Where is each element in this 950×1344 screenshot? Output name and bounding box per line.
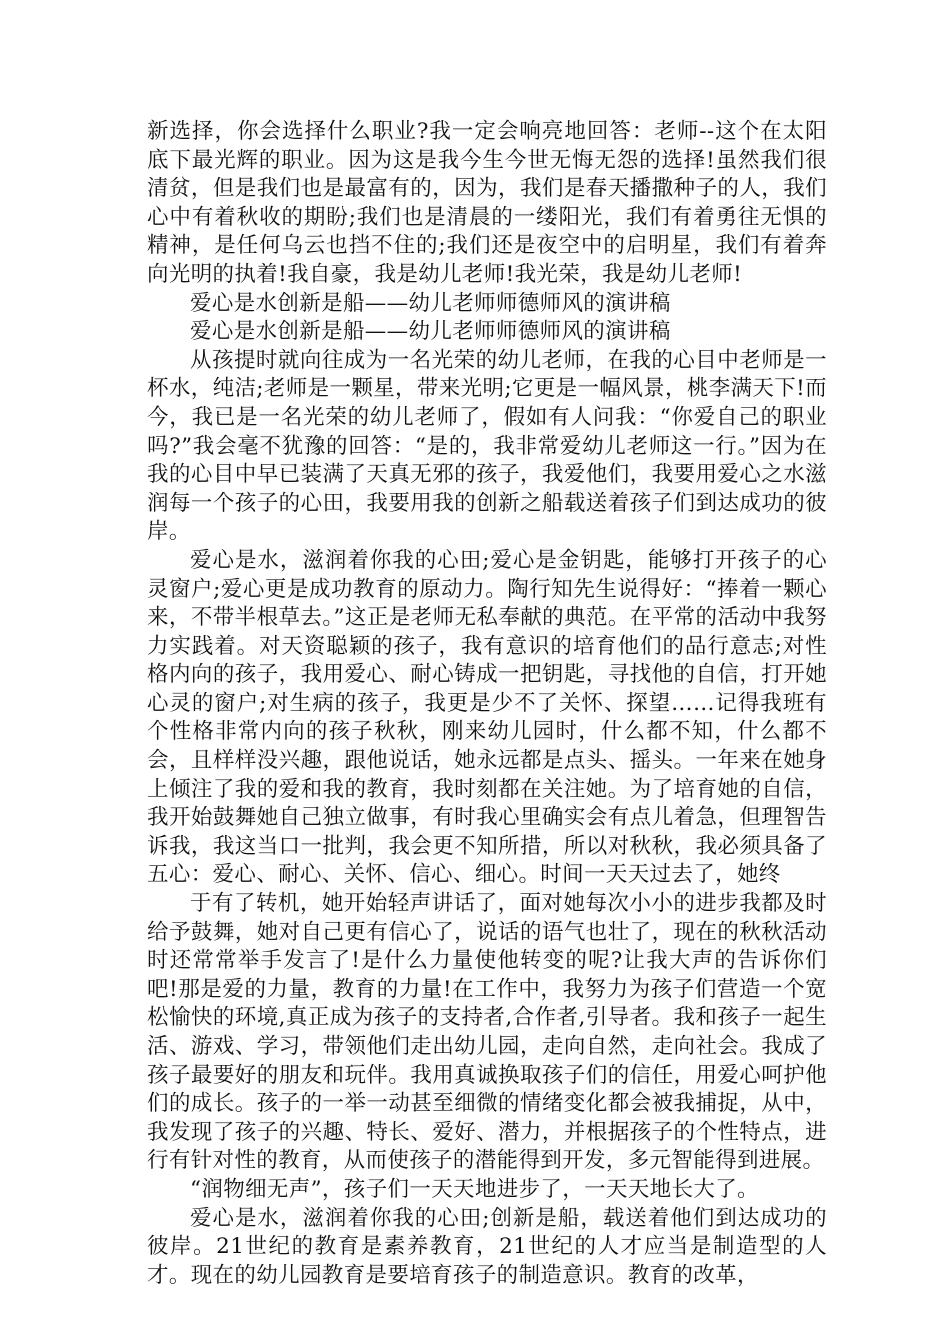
heading-speech-title-repeat: 爱心是水创新是船——幼儿老师师德师风的演讲稿 xyxy=(190,319,671,345)
paragraph-love-is-water: 爱心是水，滋润着你我的心田;爱心是金钥匙，能够打开孩子的心灵窗户;爱心更是成功教育的原动力。陶行知先生说得好：“捧着一颗心来，不带半根草去。”这正是老师无私奉献的典范。在平常的活动中我努力实践着。对天资聪颖的孩子，我有意识的培育他们的品行意志;对性格内向的孩子，我用爱心、耐心铸成一把钥匙，寻找他的自信，打开她心灵的窗户;对生病的孩子，我更是少不了关怀、探望……记得我班有个性格非常内向的孩子秋秋，刚来幼儿园时，什么都不知，什么都不会，且样样没兴趣，跟他说话，她永远都是点头、摇头。一年来在她身上倾注了我的爱和我的教育，我时刻都在关注她。为了培育她的自信，我开始鼓舞她自己独立做事，有时我心里确实会有点儿着急，但理智告诉我，我这当口一批判，我会更不知所措，所以对秋秋，我必须具备了五心：爱心、耐心、关怀、信心、细心。时间一天天过去了，她终 xyxy=(147,547,827,888)
paragraph-innovation-boat: 爱心是水，滋润着你我的心田;创新是船，载送着他们到达成功的彼岸。21世纪的教育是素养教育，21世纪的人才应当是制造型的人才。现在的幼儿园教育是要培育孩子的制造意识。教育的改革， xyxy=(147,1205,827,1288)
paragraph-childhood-dream: 从孩提时就向往成为一名光荣的幼儿老师，在我的心目中老师是一杯水，纯洁;老师是一颗星，带来光明;它更是一幅风景，桃李满天下!而今，我已是一名光荣的幼儿老师了，假如有人问我：“你爱自己的职业吗?”我会毫不犹豫的回答：“是的，我非常爱幼儿老师这一行。”因为在我的心目中早已装满了天真无邪的孩子，我爱他们，我要用爱心之水滋润每一个孩子的心田，我要用我的创新之船载送着孩子们到达成功的彼岸。 xyxy=(147,347,827,545)
heading-speech-title: 爱心是水创新是船——幼儿老师师德师风的演讲稿 xyxy=(190,290,671,316)
document-page xyxy=(147,118,827,1290)
paragraph-turning-point: 于有了转机，她开始轻声讲话了，面对她每次小小的进步我都及时给予鼓舞，她对自己更有信心了，说话的语气也壮了，现在的秋秋活动时还常常举手发言了!是什么力量使他转变的呢?让我大声的告诉你们吧!那是爱的力量，教育的力量!在工作中，我努力为孩子们营造一个宽松愉快的环境,真正成为孩子的支持者,合作者,引导者。我和孩子一起生活、游戏、学习，带领他们走出幼儿园，走向自然，走向社会。我成了孩子最要好的朋友和玩伴。我用真诚换取孩子们的信任，用爱心呵护他们的成长。孩子的一举一动甚至细微的情绪变化都会被我捕捉，从中，我发现了孩子的兴趣、特长、爱好、潜力，并根据孩子的个性特点，进行有针对性的教育，从而使孩子的潜能得到开发，多元智能得到进展。 xyxy=(147,891,827,1174)
paragraph-quote: “润物细无声”，孩子们一天天地进步了，一天天地长大了。 xyxy=(190,1176,759,1202)
paragraph-career-choice: 新选择，你会选择什么职业?我一定会响亮地回答：老师--这个在太阳底下最光辉的职业。因为这是我今生今世无悔无怨的选择!虽然我们很清贫，但是我们也是最富有的，因为，我们是春天播撒种子的人，我们心中有着秋收的期盼;我们也是清晨的一缕阳光，我们有着勇往无惧的精神，是任何乌云也挡不住的;我们还是夜空中的启明星，我们有着奔向光明的执着!我自豪，我是幼儿老师!我光荣，我是幼儿老师! xyxy=(147,119,827,287)
